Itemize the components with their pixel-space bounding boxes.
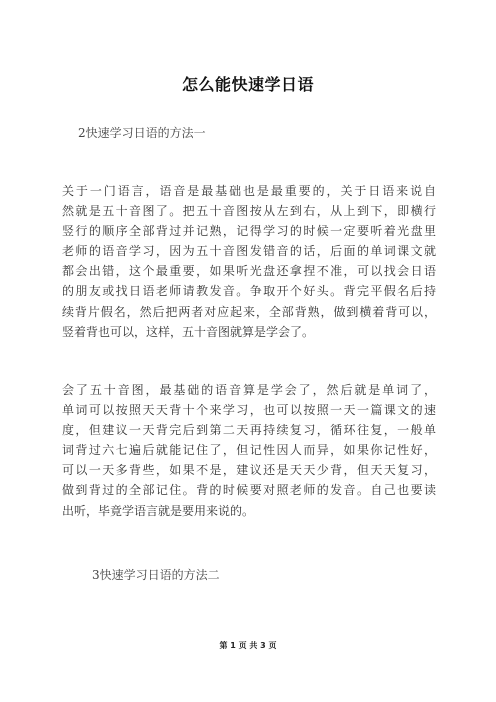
paragraph-line: 词背过六七遍后就能记住了，但记性因人而异，如果你记性好，	[62, 443, 436, 458]
paragraph-line: 做到背过的全部记住。背的时候要对照老师的发音。自己也要读	[62, 483, 436, 498]
paragraph-line: 可以一天多背些，如果不是，建议还是天天少背，但天天复习，	[62, 463, 436, 478]
paragraph-line: 续背片假名，然后把两者对应起来，全部背熟，做到横着背可以，	[62, 304, 436, 319]
document-title: 怎么能快速学日语	[181, 75, 314, 94]
paragraph-line: 关于一门语言，语音是最基础也是最重要的，关于日语来说自	[62, 184, 436, 198]
paragraph-line: 单词可以按照天天背十个来学习，也可以按照一天一篇课文的速	[62, 403, 436, 418]
page-number-footer: 第 1 页 共 3 页	[219, 641, 277, 650]
paragraph-1	[62, 181, 436, 342]
paragraph-line: 出听，毕竟学语言就是要用来说的。	[62, 503, 255, 518]
section-heading-method-2: 3快速学习日语的方法二	[92, 568, 220, 582]
paragraph-line: 老师的语音学习，因为五十音图发错音的话，后面的单词课文就	[62, 244, 436, 259]
section-heading-method-1: 2快速学习日语的方法一	[78, 126, 206, 140]
paragraph-line: 的朋友或找日语老师请教发音。争取开个好头。背完平假名后持	[62, 284, 436, 299]
paragraph-2	[62, 380, 436, 521]
paragraph-line: 度，但建议一天背完后到第二天再持续复习，循环往复，一般单	[62, 423, 436, 438]
paragraph-line: 然就是五十音图了。把五十音图按从左到右，从上到下，即横行	[62, 204, 436, 219]
paragraph-line: 竖行的顺序全部背过并记熟，记得学习的时候一定要听着光盘里	[62, 224, 436, 239]
paragraph-line: 会了五十音图，最基础的语音算是学会了，然后就是单词了，	[62, 383, 436, 397]
paragraph-line: 竖着背也可以，这样，五十音图就算是学会了。	[62, 324, 315, 339]
paragraph-line: 都会出错，这个最重要，如果听光盘还拿捏不准，可以找会日语	[62, 264, 436, 279]
